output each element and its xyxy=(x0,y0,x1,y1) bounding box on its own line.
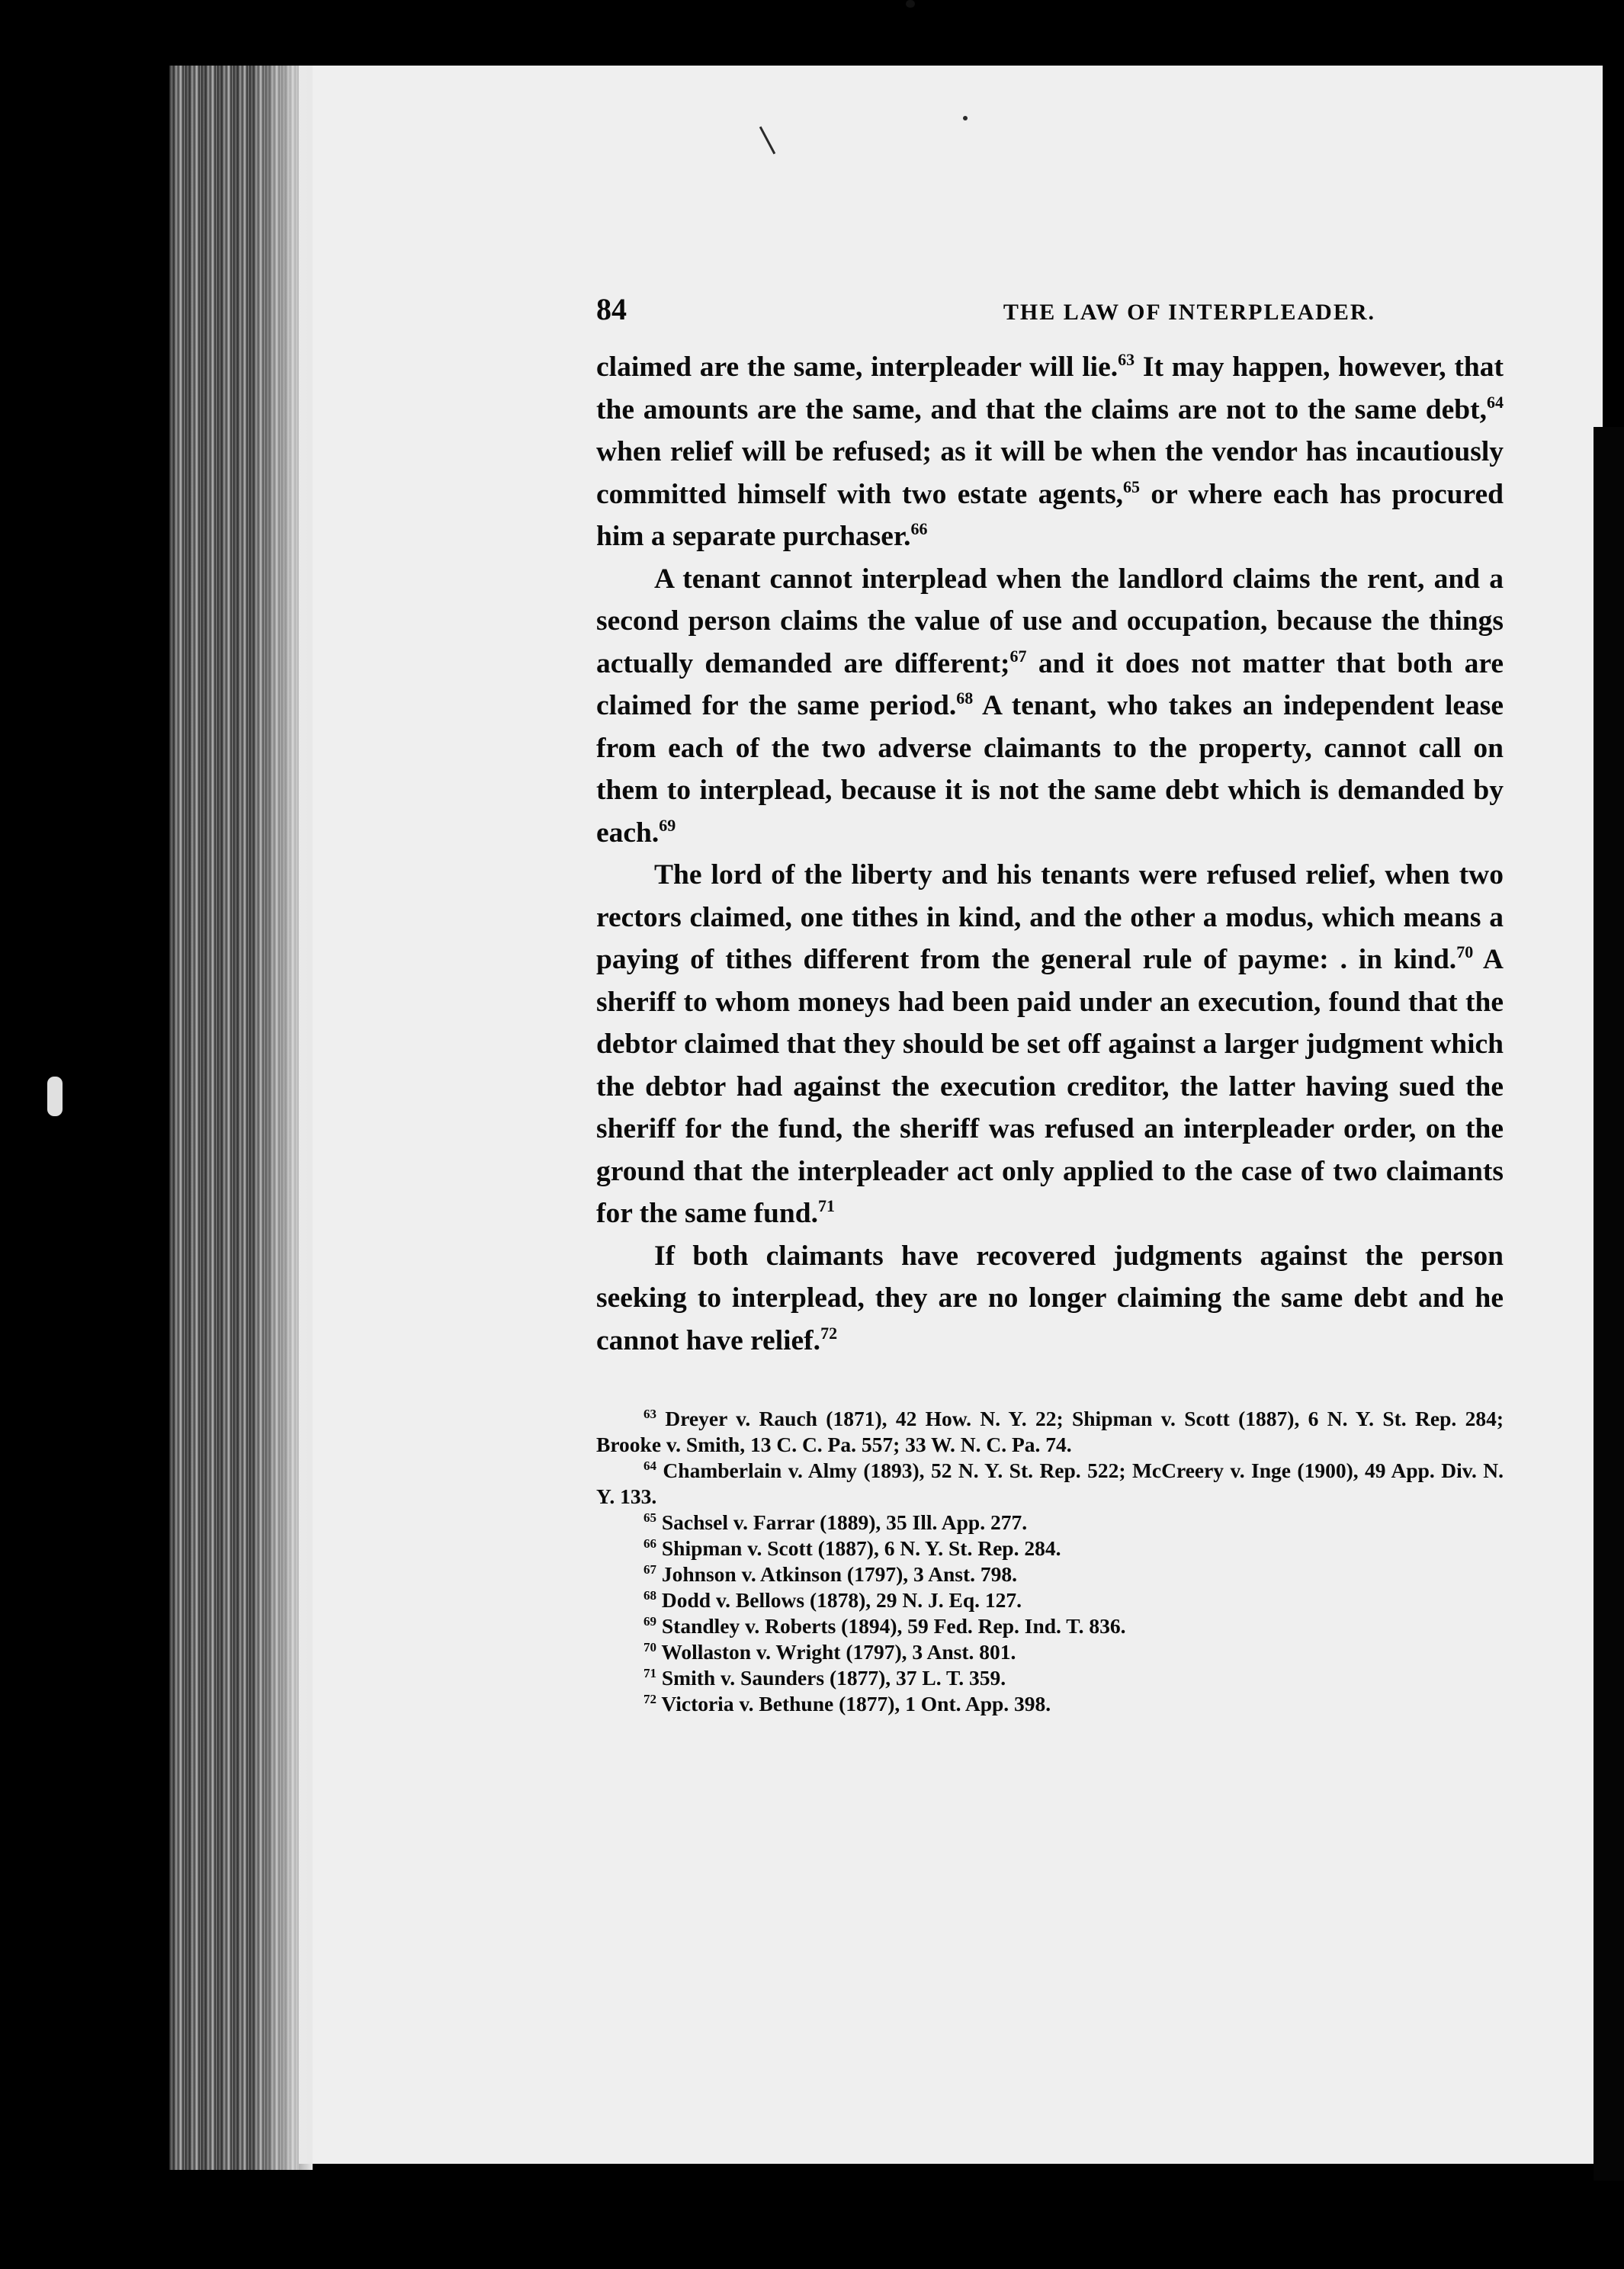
footnotes xyxy=(596,1406,1504,1717)
footnote: $^{64}$ Chamberlain v. Almy (1893), 52 N. Y. St. Rep. 522; McCreery v. Inge (1900), 49 App. Div. N. Y. 133. xyxy=(596,1459,1504,1508)
paragraph: If both claimants have recovered judgments against the person seeking to interplead, they are no longer claiming the same debt and he cannot have relief.$^{72}$ xyxy=(596,1240,1504,1356)
paragraph: The lord of the liberty and his tenants were refused relief, when two rectors claimed, one tithes in kind, and the other a modus, which means a paying of tithes different from the general rule of payme: . in kind.$^{70}$ A sheriff to whom moneys had been paid under an execution, found that the debtor claimed that they should be set off against a larger judgment which the debtor had against the execution creditor, the latter having sued the sheriff for the fund, the sheriff was refused an interpleader order, on the ground that the interpleader act only applied to the case of two claimants for the same fund.$^{71}$ xyxy=(596,859,1504,1229)
footnote: $^{72}$ Victoria v. Bethune (1877), 1 Ont. App. 398. xyxy=(644,1692,1051,1715)
footnote: $^{67}$ Johnson v. Atkinson (1797), 3 Anst. 798. xyxy=(644,1562,1017,1586)
page-header xyxy=(596,291,1504,337)
footnote: $^{70}$ Wollaston v. Wright (1797), 3 Anst. 801. xyxy=(644,1640,1016,1664)
running-head: THE LAW OF INTERPLEADER. xyxy=(1003,300,1375,325)
gutter-shadow xyxy=(252,66,313,2170)
footnote: $^{65}$ Sachsel v. Farrar (1889), 35 Ill. App. 277. xyxy=(644,1510,1028,1534)
scan-artifact xyxy=(47,1077,63,1116)
body-text xyxy=(596,346,1504,1362)
footnote: $^{69}$ Standley v. Roberts (1894), 59 Fed. Rep. Ind. T. 836. xyxy=(644,1614,1126,1638)
scan-speck xyxy=(906,0,915,8)
page-number: 84 xyxy=(596,292,627,326)
paragraph: claimed are the same, interpleader will lie.$^{63}$ It may happen, however, that the amounts are the same, and that the claims are not to the same debt,$^{64}$ when relief will be refused; as it will be when the vendor has incautiously committed himself with two estate agents,$^{65}$ or where each has procured him a separate purchaser.$^{66}$ xyxy=(596,350,1504,552)
scan-speck xyxy=(963,116,968,120)
footnote: $^{66}$ Shipman v. Scott (1887), 6 N. Y. St. Rep. 284. xyxy=(644,1536,1061,1560)
page-content xyxy=(596,291,1504,1717)
footnote: $^{63}$ Dreyer v. Rauch (1871), 42 How. N. Y. 22; Shipman v. Scott (1887), 6 N. Y. St. Rep. 284; Brooke v. Smith, 13 C. C. Pa. 557; 33 W. N. C. Pa. 74. xyxy=(596,1407,1504,1456)
page-edge xyxy=(1594,427,1624,2181)
footnote: $^{71}$ Smith v. Saunders (1877), 37 L. T. 359. xyxy=(644,1666,1006,1690)
footnote: $^{68}$ Dodd v. Bellows (1878), 29 N. J. Eq. 127. xyxy=(644,1588,1022,1612)
paragraph: A tenant cannot interplead when the landlord claims the rent, and a second person claims the value of use and occupation, because the things actually demanded are different;$^{67}$ and it does not matter that both are claimed for the same period.$^{68}$ A tenant, who takes an independent lease from each of the two adverse claimants to the property, cannot call on them to interplead, because it is not the same debt which is demanded by each.$^{69}$ xyxy=(596,563,1504,849)
